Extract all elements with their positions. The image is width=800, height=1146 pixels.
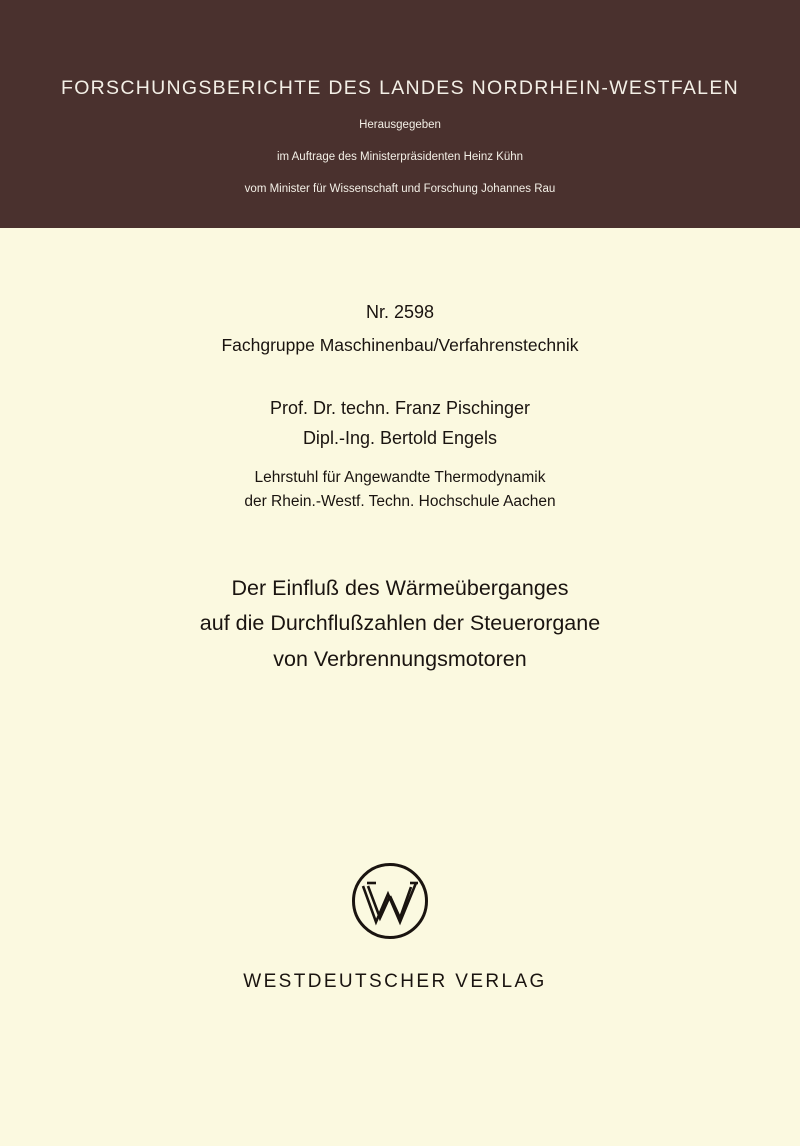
book-title-line-3: von Verbrennungsmotoren [273,647,527,671]
editor-line-1: Herausgegeben [359,119,441,131]
institution-line-2: der Rhein.-Westf. Techn. Hochschule Aachen [244,493,556,510]
series-title: FORSCHUNGSBERICHTE DES LANDES NORDRHEIN-WESTFALEN [60,77,740,99]
book-title-line-1: Der Einfluß des Wärmeüberganges [231,576,569,600]
publisher-name: WESTDEUTSCHER VERLAG [243,971,547,992]
publisher-logo-icon [350,861,430,941]
book-title-line-2: auf die Durchflußzahlen der Steuerorgane [199,611,601,635]
editor-line-2: im Auftrage des Ministerpräsidenten Heinz Kühn [276,151,524,163]
author-1: Prof. Dr. techn. Franz Pischinger [269,398,531,418]
editor-line-3: vom Minister für Wissenschaft und Forschung Johannes Rau [244,183,556,195]
institution-line-1: Lehrstuhl für Angewandte Thermodynamik [254,469,546,486]
subject-group: Fachgruppe Maschinenbau/Verfahrenstechnik [221,335,579,355]
report-number: Nr. 2598 [365,302,435,322]
author-2: Dipl.-Ing. Bertold Engels [302,428,498,448]
series-banner [0,0,800,228]
